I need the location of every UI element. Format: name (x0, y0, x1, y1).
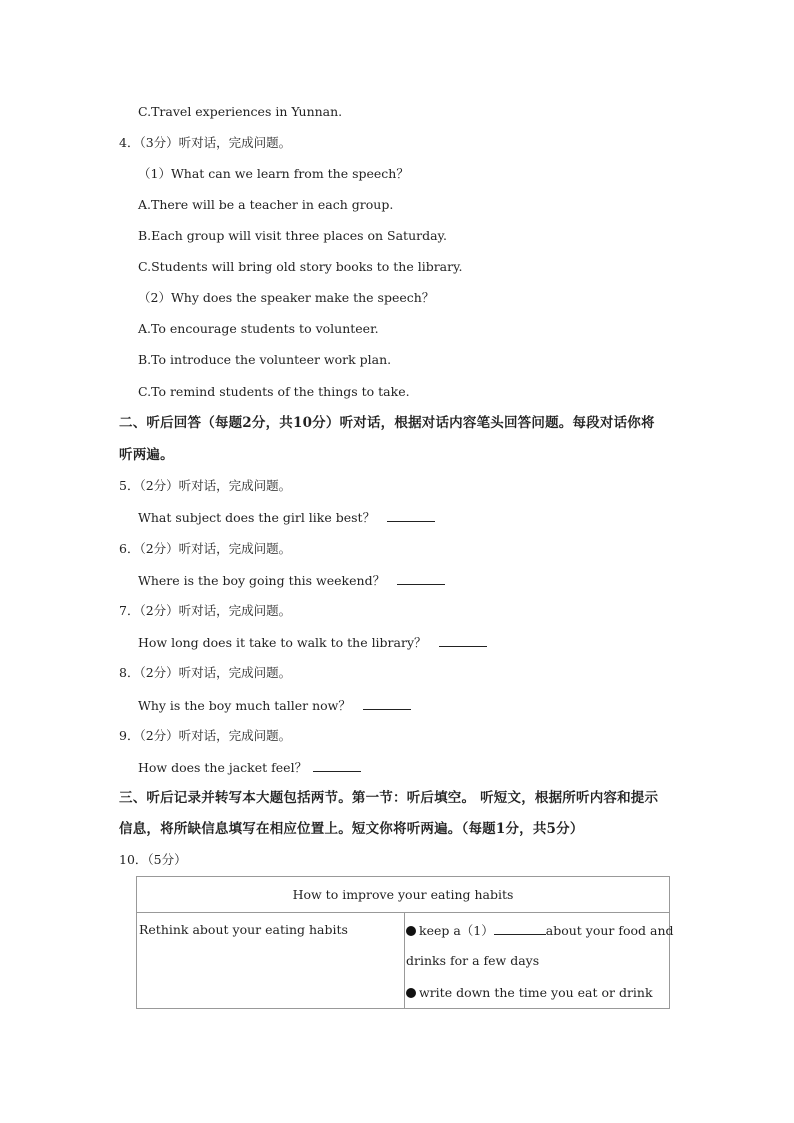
section3-title-line1: 三、听后记录并转写本大题包括两节。第一节：听后填空。 听短文，根据所听内容和提示 (119, 790, 659, 806)
q10-header: 10．（5分） (119, 852, 187, 867)
q8-answer-blank[interactable] (363, 697, 411, 710)
bullet-icon (406, 926, 416, 936)
table-title: How to improve your eating habits (137, 877, 669, 913)
q4-sub1-question: （1）What can we learn from the speech？ (138, 166, 409, 181)
table-column-divider (404, 912, 405, 1008)
q7-prompt-row (138, 634, 487, 651)
q7-prompt: How long does it take to walk to the library？ (138, 635, 427, 650)
q10-table (136, 876, 674, 1009)
q4-sub1-option-a: A.There will be a teacher in each group. (138, 197, 394, 212)
q5-prompt-row (138, 509, 435, 526)
q4-sub2-question: （2）Why does the speaker make the speech？ (138, 290, 435, 305)
table-bullet2 (406, 985, 653, 1001)
q6-answer-blank[interactable] (397, 572, 445, 585)
table-bullet1-line1 (406, 922, 674, 939)
q9-answer-blank[interactable] (313, 759, 361, 772)
section2-title-line1: 二、听后回答（每题2分，共10分）听对话，根据对话内容笔头回答问题。每段对话你将 (119, 415, 655, 431)
q7-header: 7．（2分）听对话，完成问题。 (119, 603, 292, 618)
q4-header: 4．（3分）听对话，完成问题。 (119, 135, 292, 150)
q7-answer-blank[interactable] (439, 634, 487, 647)
q9-header: 9．（2分）听对话，完成问题。 (119, 728, 292, 743)
bullet1-before: keep a（1） (419, 923, 494, 938)
bullet2-text: write down the time you eat or drink (419, 985, 653, 1000)
q4-sub2-option-b: B.To introduce the volunteer work plan. (138, 352, 392, 367)
section2-title-line2: 听两遍。 (119, 447, 174, 463)
q4-sub2-option-a: A.To encourage students to volunteer. (138, 321, 379, 336)
q4-sub1-option-c: C.Students will bring old story books to the library. (138, 259, 463, 274)
q6-header: 6．（2分）听对话，完成问题。 (119, 541, 292, 556)
q8-prompt-row (138, 697, 411, 714)
q4-sub1-option-b: B.Each group will visit three places on Saturday. (138, 228, 447, 243)
q5-header: 5．（2分）听对话，完成问题。 (119, 478, 292, 493)
q3-option-c: C.Travel experiences in Yunnan. (138, 104, 343, 119)
bullet1-after: about your food and (545, 923, 674, 938)
table-left-cell: Rethink about your eating habits (139, 922, 348, 937)
q9-prompt: How does the jacket feel？ (138, 760, 308, 775)
table-blank-1[interactable] (494, 922, 546, 935)
bullet-icon (406, 988, 416, 998)
q5-answer-blank[interactable] (387, 509, 435, 522)
q9-prompt-row (138, 759, 361, 776)
q8-header: 8．（2分）听对话，完成问题。 (119, 665, 292, 680)
q6-prompt: Where is the boy going this weekend？ (138, 573, 386, 588)
q6-prompt-row (138, 572, 445, 589)
q4-sub2-option-c: C.To remind students of the things to take. (138, 384, 410, 399)
q8-prompt: Why is the boy much taller now？ (138, 698, 351, 713)
section3-title-line2: 信息，将所缺信息填写在相应位置上。短文你将听两遍。（每题1分，共5分） (119, 821, 584, 837)
table-bullet1-line2: drinks for a few days (406, 953, 540, 968)
q5-prompt: What subject does the girl like best？ (138, 510, 376, 525)
